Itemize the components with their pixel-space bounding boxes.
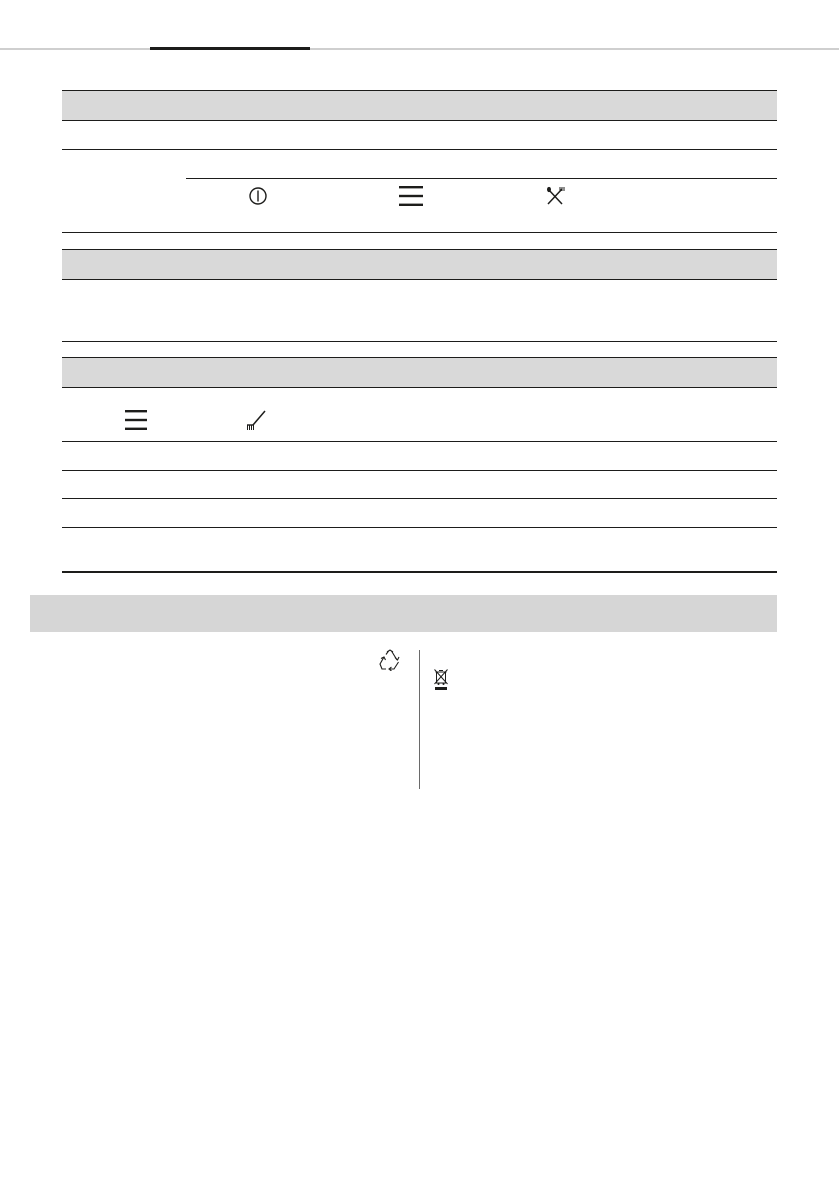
cutlery-icon	[545, 186, 565, 206]
table-row-rule	[62, 149, 777, 150]
table-row-rule	[62, 441, 777, 442]
table-row-rule	[62, 470, 777, 471]
menu-icon	[125, 409, 147, 431]
table-bottom-rule	[62, 341, 777, 342]
table-header-band	[62, 90, 777, 120]
table-header-rule	[62, 387, 777, 388]
table-bottom-rule	[62, 571, 777, 573]
table-row-rule	[62, 498, 777, 499]
table-row-rule	[62, 527, 777, 528]
table-header-rule	[62, 279, 777, 280]
table-header-band	[62, 357, 777, 387]
table-top-rule	[62, 357, 777, 358]
table-header-band	[62, 249, 777, 279]
registration-mark-gray-left	[0, 48, 150, 50]
table-subrow-rule	[186, 178, 777, 179]
table-top-rule	[62, 90, 777, 91]
table-row-rule	[62, 232, 777, 233]
crossed-bin-icon	[433, 668, 449, 692]
column-divider	[419, 650, 420, 789]
section-header-band	[30, 595, 777, 632]
recycle-icon	[378, 649, 402, 671]
registration-mark-dark	[150, 47, 310, 50]
menu-icon	[399, 185, 423, 207]
registration-mark-gray-right	[310, 48, 839, 50]
table-top-rule	[62, 249, 777, 250]
table-header-rule	[62, 120, 777, 121]
power-icon	[248, 186, 268, 206]
brush-icon	[245, 410, 267, 432]
